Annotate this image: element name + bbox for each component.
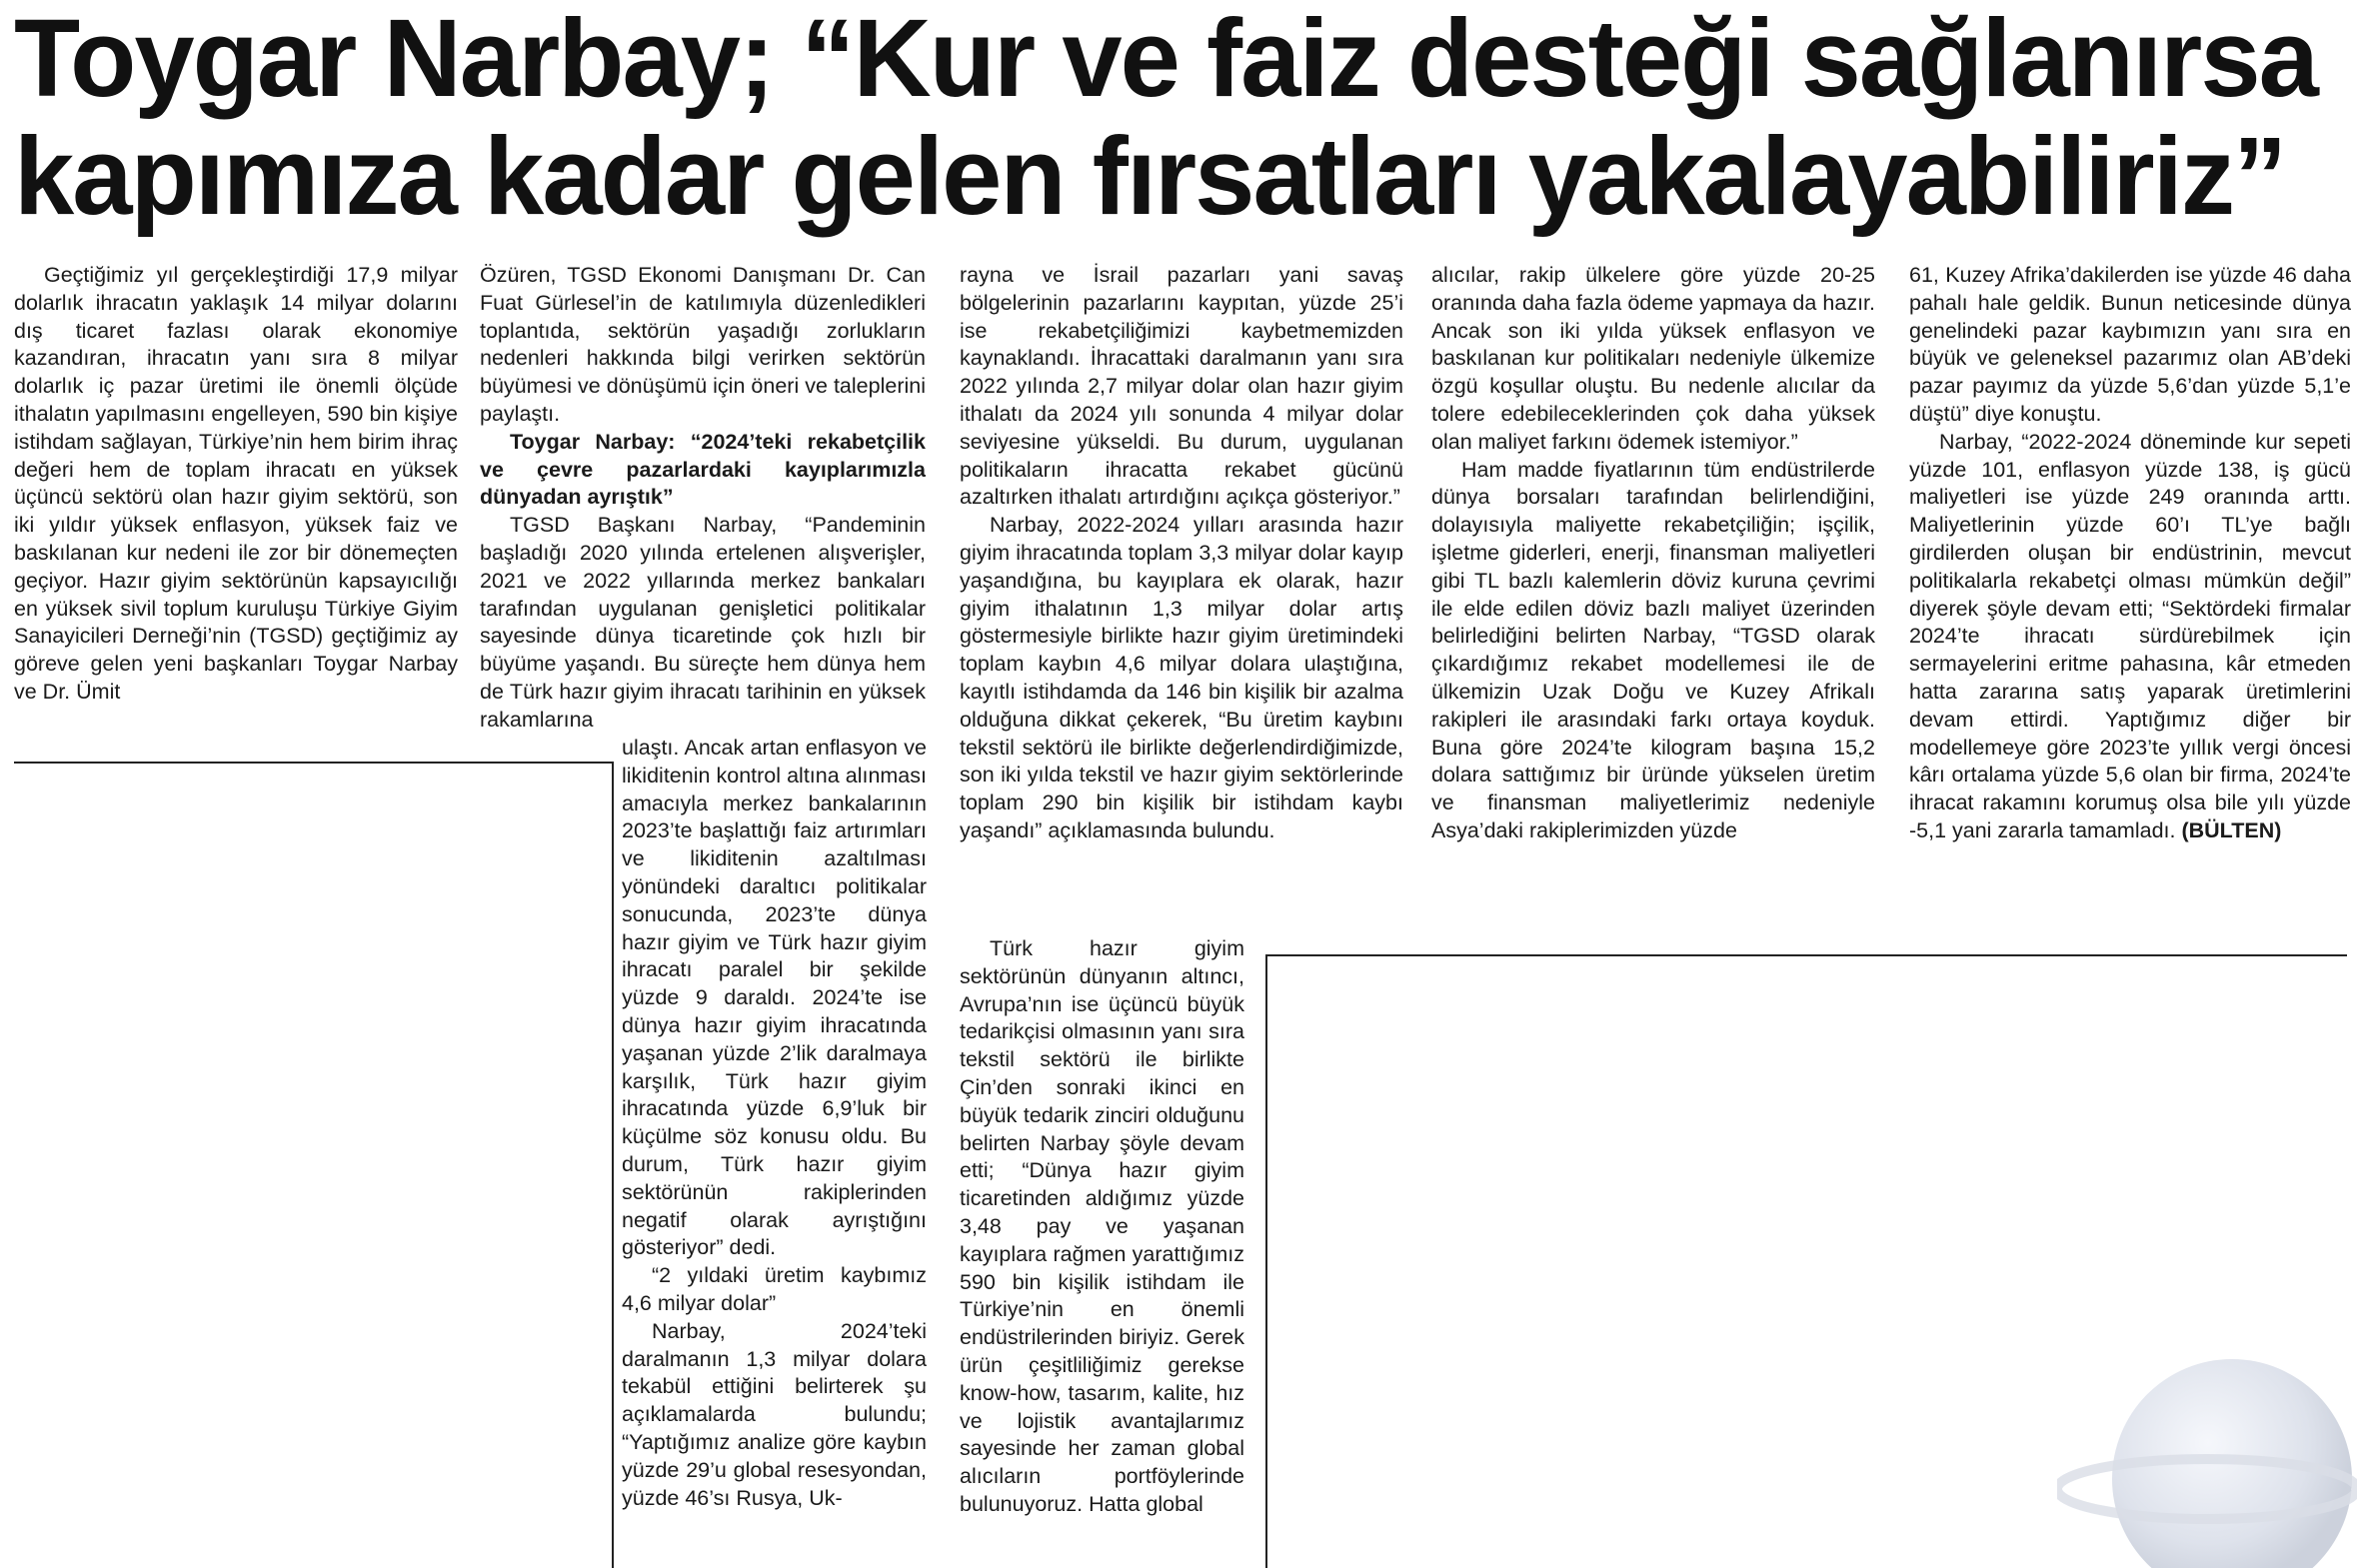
paragraph: Narbay, 2024’teki daralmanın 1,3 milyar dolara tekabül ettiğini belirterek şu açıklamalarda bulundu; “Yaptığımız analize göre kaybın yüzde 29’u global resesyondan, yüzde 46’sı Rusya, Uk- xyxy=(622,1318,927,1510)
paragraph: 61, Kuzey Afrika’dakilerden ise yüzde 46 daha pahalı hale geldik. Bunun neticesinde dünya genelindeki pazar kaybımızın yanı sıra en büyük ve geleneksel pazarımız olan AB’deki pazar payımız da yüzde 5,6’dan yüzde 5,1’e düştü” diye konuştu. xyxy=(1909,263,2351,426)
closing-text: Narbay, “2022-2024 döneminde kur sepeti yüzde 101, enflasyon yüzde 138, iş gücü maliyetleri ise yüzde 249 oranında arttı. Maliyetlerinin yüzde 60’ı TL’ye bağlı girdilerden oluşan bir endüstrinin, mevcut politikalarla rekabetçi olması mümkün değil” diyerek şöyle devam etti; “Sektördeki firmalar 2024’te ihracatı sürdürebilmek için sermayelerini eritme pahasına, kâr etmeden hatta zararına satış yaparak üretimlerini devam ettirdi. Yaptığımız diğer bir modellemeye göre 2023’te yıllık vergi öncesi kârı ortalama yüzde 5,6 olan bir firma, 2024’te ihracat rakamını korumuş olsa bile yılı yüzde -5,1 yani zararla tamamladı. xyxy=(1909,429,2351,842)
headline-line-1: Toygar Narbay; “Kur ve faiz desteği sağlanırsa xyxy=(14,0,2317,120)
paragraph: Narbay, 2022-2024 yılları arasında hazır giyim ihracatında toplam 3,3 milyar dolar kayıp yaşandığına, bu kayıplara ek olarak, hazır giyim ithalatının 1,3 milyar dolar artış göstermesiyle birlikte hazır giyim üretimindeki toplam kaybın 4,6 milyar dolara ulaştığına, kayıtlı istihdamda da 146 bin kişilik bir azalma olduğuna dikkat çekerek, “Bu üretim kaybını tekstil sektörü ile birlikte değerlendirdiğimizde, son iki yılda tekstil ve hazır giyim sektörlerinde toplam 290 bin kişilik bir istihdam kaybı yaşandı” açıklamasında bulundu. xyxy=(960,513,1403,842)
headline-line-2: kapımıza kadar gelen fırsatları yakalayabiliriz” xyxy=(14,115,2286,238)
divider-rule xyxy=(1267,954,2347,956)
paragraph: rayna ve İsrail pazarları yani savaş bölgelerinin pazarlarını kaypıtan, yüzde 25’i ise rekabetçiliğimizi kaybetmemizden kaynaklandı. İhracattaki daralmanın yanı sıra 2022 yılında 2,7 milyar dolar olan hazır giyim ithalatı da 2024 yılı sonunda 4 milyar dolar seviyesine yükseldi. Bu durum, uygulanan politikaların ihracatta rekabet gücünü azaltırken ithalatı artırdığını açıkça gösteriyor.” xyxy=(960,263,1403,510)
paragraph: Geçtiğimiz yıl gerçekleştirdiği 17,9 milyar dolarlık ihracatın yaklaşık 14 milyar dolarını dış ticaret fazlası olarak ekonomiye kazandıran, ihracatın yanı sıra 8 milyar dolarlık iç pazar üretimi ile önemli ölçüde ithalatın yapılmasını engelleyen, 590 bin kişiye istihdam sağlayan, Türkiye’nin hem birim ihraç değeri hem de toplam ihracatı en yüksek üçüncü sektörü olan hazır giyim sektörü, son iki yıldır yüksek enflasyon, yüksek faiz ve baskılanan kur nedeni ile zor bir dönemeçten geçiyor. Hazır giyim sektörünün kapsayıcılığı en yüksek sivil toplum kuruluşu Türkiye Giyim Sanayicileri Derneği’nin (TGSD) geçtiğimiz ay göreve gelen yeni başkanları Toygar Narbay ve Dr. Ümit xyxy=(14,263,458,704)
signoff: (BÜLTEN) xyxy=(2181,817,2282,842)
column-3-lower xyxy=(960,935,1244,1519)
globe-watermark xyxy=(2057,1339,2357,1568)
column-4 xyxy=(1431,262,1875,845)
subheading: Toygar Narbay: “2024’teki rekabetçilik ve çevre pazarlardaki kayıplarımızla dünyadan ayrıştık” xyxy=(480,429,926,510)
paragraph: Özüren, TGSD Ekonomi Danışmanı Dr. Can Fuat Gürlesel’in de katılımıyla düzenledikleri toplantıda, sektörün yaşadığı zorlukların nedenleri hakkında bilgi verirken sektörün büyümesi ve dönüşümü için öneri ve taleplerini paylaştı. xyxy=(480,263,926,426)
divider-rule xyxy=(1265,954,1267,1568)
pull-quote: “2 yıldaki üretim kaybımız 4,6 milyar dolar” xyxy=(622,1263,927,1315)
column-3 xyxy=(960,262,1403,845)
column-5 xyxy=(1909,262,2351,845)
paragraph: Ham madde fiyatlarının tüm endüstrilerde dünya borsaları tarafından belirlendiğini, dolayısıyla maliyette rekabetçiliğin; işçilik, işletme giderleri, enerji, finansman maliyetleri gibi TL bazlı kalemlerin döviz kuruna çevrimi ile elde edilen döviz bazlı maliyet üzerinden belirlediğini belirten Narbay, “TGSD olarak çıkardığımız rekabet modellemesi ile de ülkemizin Uzak Doğu ve Kuzey Afrikalı rakipleri ile arasındaki farkı ortaya koyduk. Buna göre 2024’te kilogram başına 15,2 dolara sattığımız bir üründe yükselen üretim ve finansman maliyetlerimiz nedeniyle Asya’daki rakiplerimizden yüzde xyxy=(1431,457,1875,842)
column-1 xyxy=(14,262,458,707)
headline xyxy=(14,0,2317,238)
divider-rule xyxy=(612,762,614,1568)
paragraph: Türk hazır giyim sektörünün dünyanın altıncı, Avrupa’nın ise üçüncü büyük tedarikçisi olmasının yanı sıra tekstil sektörü ile birlikte Çin’den sonraki ikinci en büyük tedarik zinciri olduğunu belirten Narbay şöyle devam etti; “Dünya hazır giyim ticaretinden aldığımız yüzde 3,48 pay ve yaşanan kayıplara rağmen yarattığımız 590 bin kişilik istihdam ile Türkiye’nin en önemli endüstrilerinden biriyiz. Gerek ürün çeşitliliğimiz gerekse know-how, tasarım, kalite, hız ve lojistik avantajlarımız sayesinde her zaman global alıcıların portföylerinde bulunuyoruz. Hatta global xyxy=(960,936,1244,1516)
column-2-lower xyxy=(622,735,927,1512)
paragraph xyxy=(1909,429,2351,845)
paragraph: alıcılar, rakip ülkelere göre yüzde 20-25 oranında daha fazla ödeme yapmaya da hazır. Ancak son iki yılda yüksek enflasyon ve baskılanan kur politikaları nedeniyle ülkemize özgü koşullar oluştu. Bu nedenle alıcılar da tolere edebileceklerinden çok daha yüksek olan maliyet farkını ödemek istemiyor.” xyxy=(1431,263,1875,454)
column-2 xyxy=(480,262,926,735)
divider-rule xyxy=(14,762,614,764)
paragraph: TGSD Başkanı Narbay, “Pandeminin başladığı 2020 yılında ertelenen alışverişler, 2021 ve 2022 yıllarında merkez bankaları tarafından uygulanan genişletici politikalar sayesinde dünya ticaretinde çok hızlı bir büyüme yaşandı. Bu süreçte hem dünya hem de Türk hazır giyim ihracatı tarihinin en yüksek rakamlarına xyxy=(480,513,926,732)
paragraph: ulaştı. Ancak artan enflasyon ve likiditenin kontrol altına alınması amacıyla merkez bankalarının 2023’te başlattığı faiz artırımları ve likiditenin azaltılması yönündeki daraltıcı politikalar sonucunda, 2023’te dünya hazır giyim ve Türk hazır giyim ihracatı paralel bir şekilde yüzde 9 daraldı. 2024’te ise dünya hazır giyim ihracatında yaşanan yüzde 2’lik daralmaya karşılık, Türk hazır giyim ihracatında yüzde 6,9’luk bir küçülme söz konusu oldu. Bu durum, Türk hazır giyim sektörünün rakiplerinden negatif olarak ayrıştığını gösteriyor” dedi. xyxy=(622,736,927,1260)
